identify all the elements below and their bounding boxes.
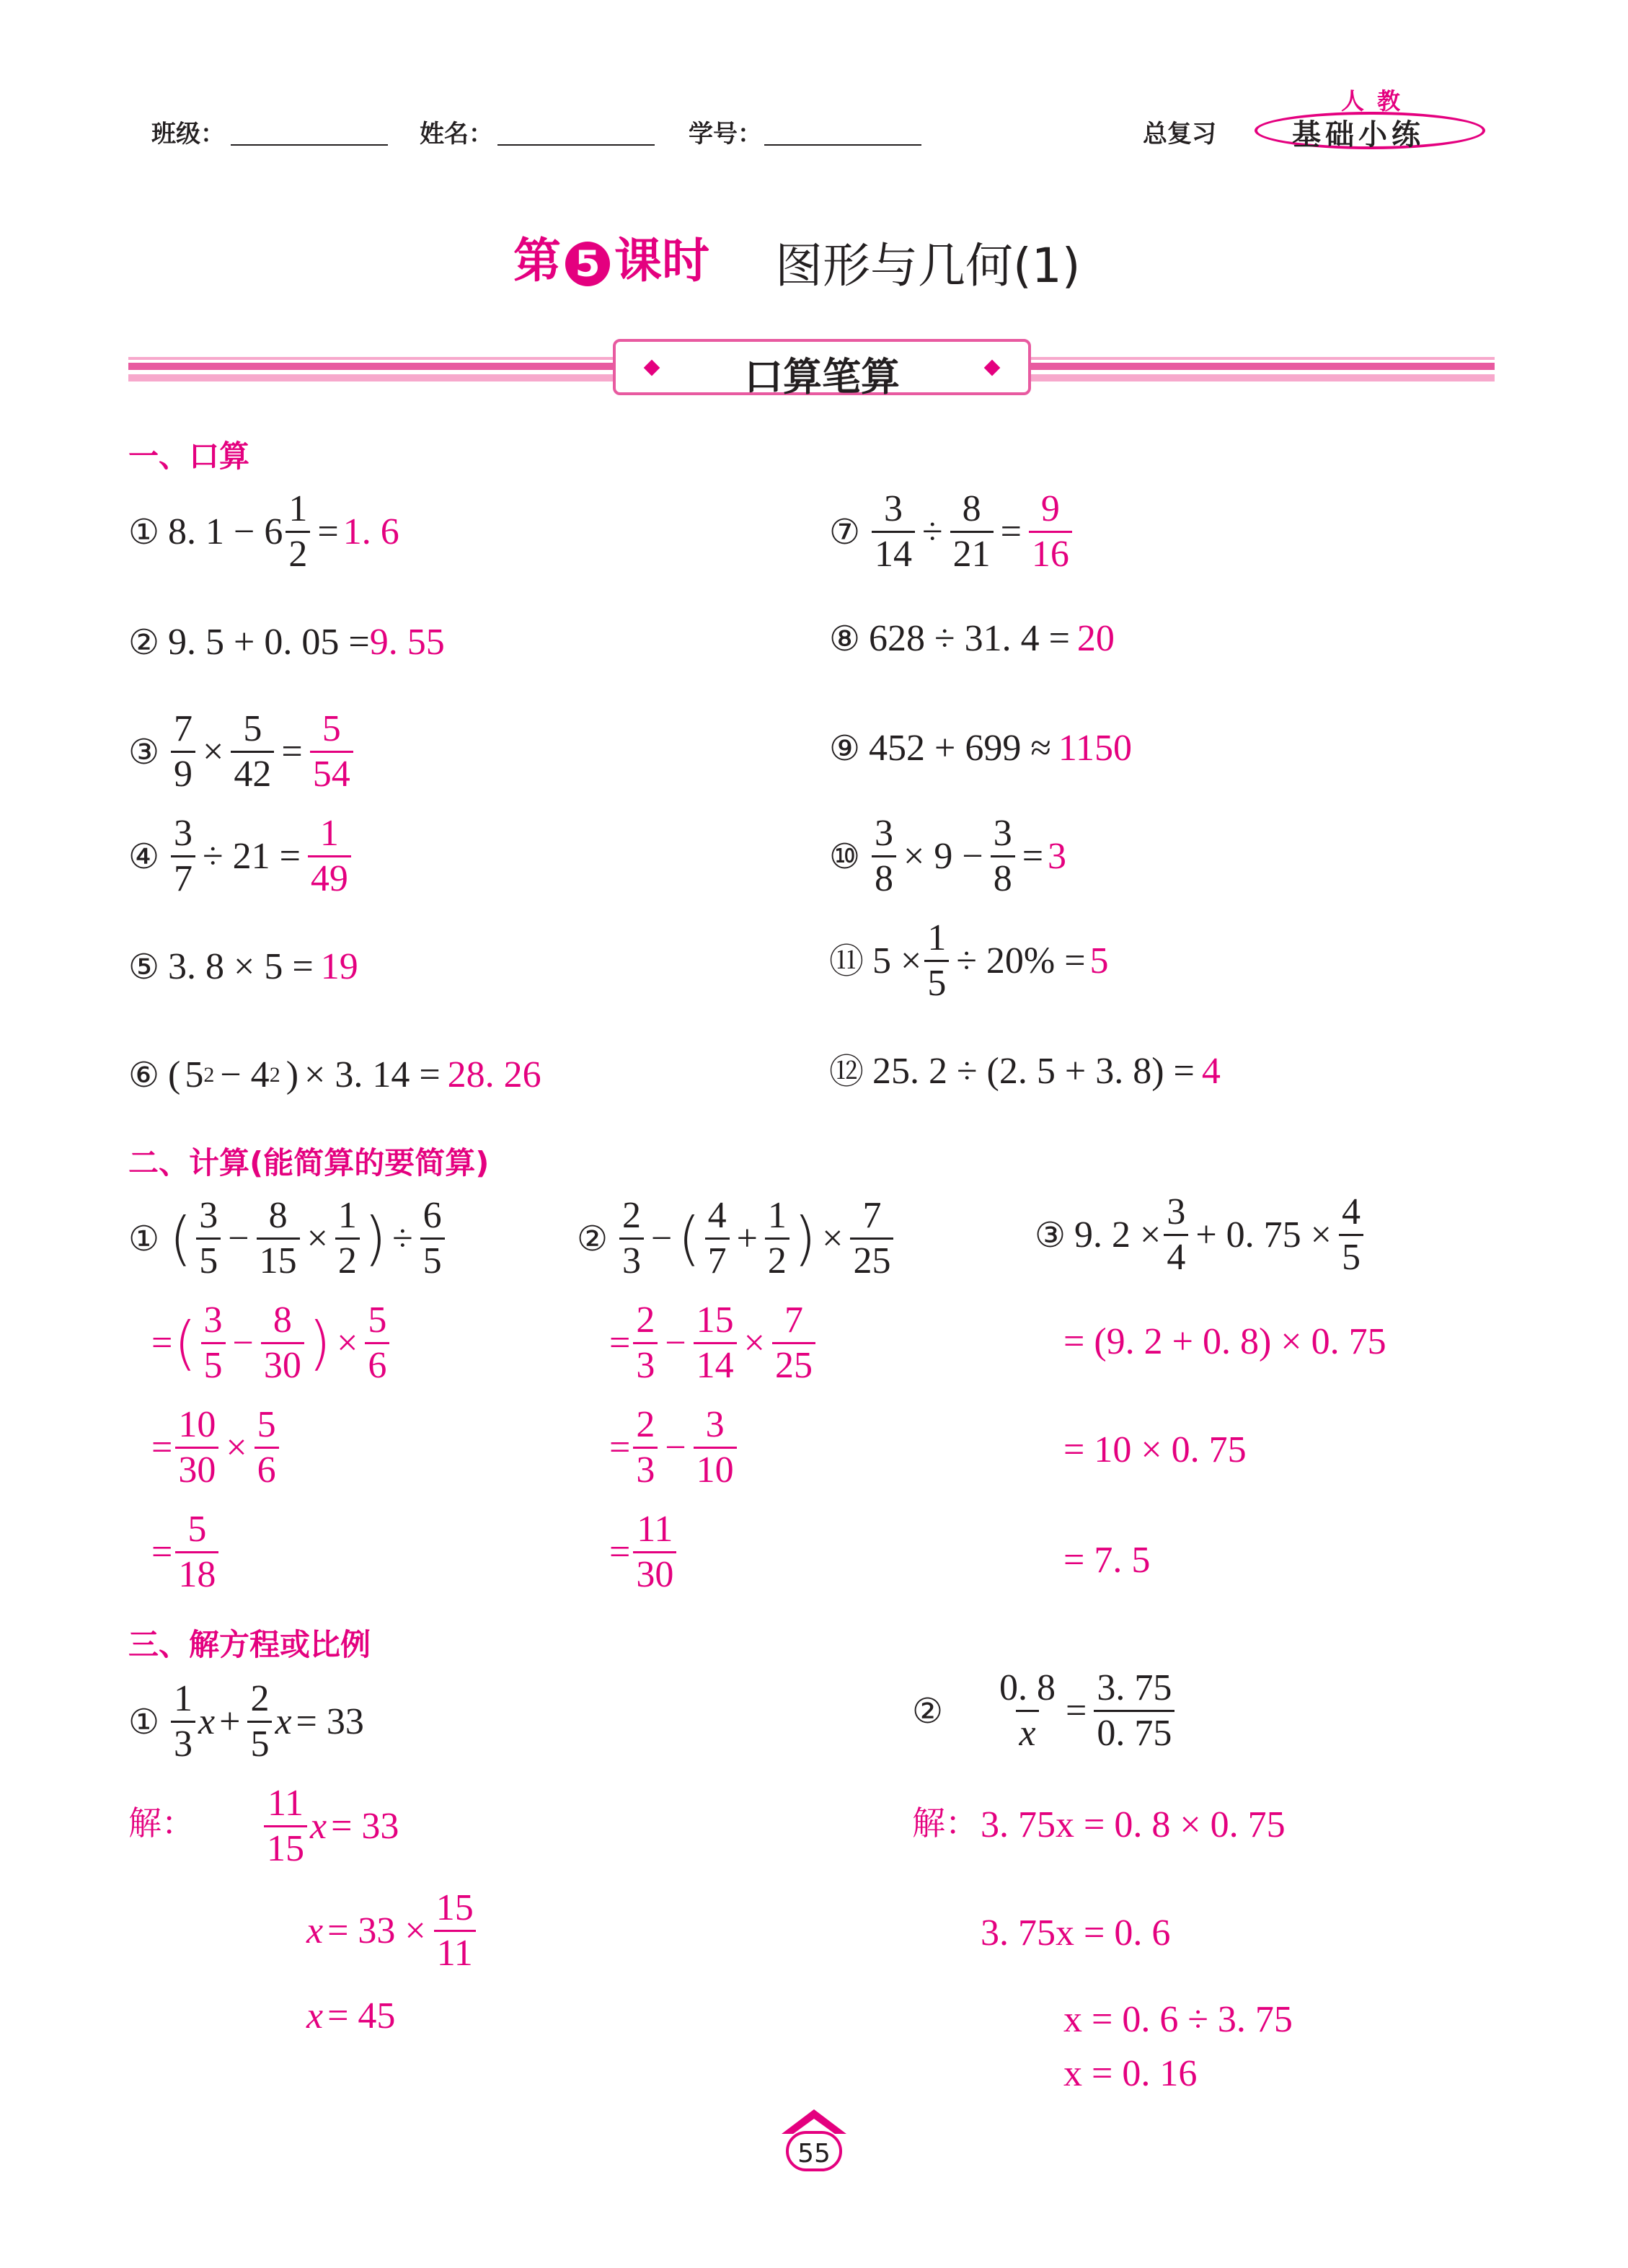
equation-2 (912, 1669, 1177, 1752)
c2-s1-d2: 14 (694, 1342, 737, 1385)
e2-d1: x (1016, 1710, 1038, 1752)
mental-q12 (829, 1053, 1221, 1090)
class-label: 班级： (151, 120, 225, 149)
q7-number: ⑦ (829, 511, 861, 552)
paren-icon: ) (793, 1204, 817, 1272)
q7-answer (1029, 490, 1072, 573)
q7-d2: 21 (950, 531, 994, 573)
c2-s2-d1: 3 (633, 1447, 658, 1489)
c2-s1-n2: 15 (696, 1300, 734, 1341)
q6-lparen: ( (168, 1054, 181, 1095)
c1-s1-frac2 (261, 1302, 304, 1385)
mental-q9 (829, 730, 1132, 767)
c1-s1-eq: = (151, 1322, 173, 1364)
c1-s2-frac1 (175, 1406, 218, 1489)
c1-s1-d3: 6 (365, 1342, 389, 1385)
c1-s3-frac (175, 1511, 218, 1594)
c2-number: ② (577, 1218, 609, 1259)
calc-q2 (577, 1197, 896, 1280)
q10-n1: 3 (875, 813, 894, 854)
lesson-number-badge: 5 (565, 242, 610, 286)
e1-n2: 2 (250, 1678, 270, 1719)
c3-d2: 5 (1339, 1234, 1363, 1276)
q10-mid: × 9 − (903, 835, 983, 877)
q3-eq: = (281, 731, 303, 772)
c1-s2-times: × (226, 1426, 247, 1468)
q7-frac1 (872, 490, 915, 573)
q4-ad: 49 (308, 855, 351, 898)
lesson-suffix: 课时 (614, 233, 709, 288)
q5-answer: 19 (320, 946, 358, 987)
e1-s2-n: 15 (435, 1887, 474, 1928)
q11-d1: 5 (924, 960, 949, 1002)
c1-d3: 2 (335, 1237, 360, 1280)
mental-q4 (128, 815, 354, 898)
c3-step2: = 10 × 0. 75 (1063, 1429, 1247, 1470)
q4-d1: 7 (171, 855, 195, 898)
c1-s1-n3: 5 (368, 1300, 387, 1341)
c2-step3 (609, 1511, 679, 1594)
q6-exp2: 2 (269, 1063, 280, 1087)
c2-d2: 7 (705, 1237, 730, 1280)
c1-s1-frac3 (365, 1302, 389, 1385)
c2-n3: 1 (767, 1195, 787, 1236)
q1-fraction (286, 490, 310, 573)
q3-n2: 5 (243, 708, 262, 749)
q1-expr: 8. 1 − 6 (168, 511, 283, 552)
q11-answer: 5 (1089, 940, 1109, 981)
paren-icon: ( (678, 1204, 701, 1272)
calc-q3 (1035, 1193, 1366, 1276)
lesson-topic: 图形与几何(1) (775, 238, 1081, 294)
q10-number: ⑩ (829, 836, 861, 877)
q3-d1: 9 (171, 751, 195, 793)
e2-frac2 (1094, 1669, 1174, 1752)
q9-expr: 452 + 699 ≈ (869, 728, 1051, 769)
q7-eq: = (1000, 511, 1022, 552)
e1-d2: 5 (247, 1721, 272, 1763)
calc-q1 (128, 1197, 448, 1280)
mental-q7 (829, 490, 1075, 573)
q3-d2: 42 (231, 751, 274, 793)
c3-n1: 3 (1167, 1191, 1186, 1232)
c1-s2-n1: 10 (178, 1404, 216, 1445)
paren-icon: ( (174, 1309, 197, 1377)
c2-d3: 2 (765, 1237, 789, 1280)
mental-q5 (128, 948, 358, 986)
c2-s2-n2: 3 (705, 1404, 725, 1445)
e1-s2-pre: = 33 × (327, 1910, 426, 1951)
student-id-blank[interactable] (764, 144, 921, 146)
c2-step2 (609, 1406, 740, 1489)
q7-n2: 8 (962, 488, 981, 529)
c1-step3 (151, 1511, 221, 1594)
c1-n3: 1 (337, 1195, 357, 1236)
q3-frac1 (171, 710, 195, 793)
q3-answer (310, 710, 353, 793)
mental-q10 (829, 815, 1066, 898)
q10-frac2 (991, 815, 1015, 898)
q7-n1: 3 (884, 488, 903, 529)
e1-step2 (306, 1889, 479, 1972)
q6-exp1: 2 (203, 1063, 215, 1087)
c2-s1-n3: 7 (784, 1300, 803, 1341)
c3-step1: = (9. 2 + 0. 8) × 0. 75 (1063, 1321, 1386, 1362)
e1-solution-label: 解： (128, 1804, 195, 1843)
section-calculation: 二、计算(能简算的要简算) (128, 1145, 490, 1181)
c2-s2-frac2 (694, 1406, 737, 1489)
equation-1 (128, 1680, 368, 1763)
paren-icon: ) (363, 1204, 387, 1272)
review-label: 总复习 (1143, 120, 1216, 149)
badge-publisher: 人教 (1341, 87, 1414, 115)
c1-n2: 8 (268, 1195, 288, 1236)
e2-step3: x = 0. 6 ÷ 3. 75 (1063, 1999, 1293, 2040)
q12-answer: 4 (1201, 1051, 1221, 1092)
c1-s3-d1: 18 (175, 1551, 218, 1594)
c2-s1-minus: − (665, 1322, 686, 1364)
c2-s1-times: × (743, 1322, 765, 1364)
lesson-prefix: 第 (513, 233, 561, 288)
c1-d1: 5 (196, 1237, 221, 1280)
c2-frac1 (619, 1197, 644, 1280)
c1-frac4 (420, 1197, 445, 1280)
e1-s2-frac (433, 1889, 477, 1972)
c2-s3-frac (633, 1511, 676, 1594)
q11-pre: 5 × (872, 940, 922, 981)
c1-d2: 15 (257, 1237, 300, 1280)
c1-frac2 (257, 1197, 300, 1280)
c1-s2-d1: 30 (175, 1447, 218, 1489)
c1-s2-n2: 5 (257, 1404, 276, 1445)
c2-s1-d3: 25 (772, 1342, 815, 1385)
c2-plus: + (736, 1217, 758, 1259)
c3-n2: 4 (1342, 1191, 1361, 1232)
paren-icon: ( (169, 1204, 193, 1272)
q1-number: ① (128, 511, 160, 552)
e2-step1: 3. 75x = 0. 8 × 0. 75 (981, 1804, 1286, 1845)
e1-s3-rest: = 45 (327, 1995, 396, 2037)
q7-an: 9 (1040, 488, 1060, 529)
e1-var1: x (198, 1700, 216, 1742)
q1-eq: = (317, 511, 339, 552)
q6-rparen: ) (286, 1054, 299, 1095)
name-label: 姓名： (420, 120, 493, 149)
e1-s2-d: 11 (434, 1930, 476, 1972)
c2-d1: 3 (619, 1237, 644, 1280)
e1-frac2 (247, 1680, 272, 1763)
c2-d4: 25 (850, 1237, 893, 1280)
q10-answer: 3 (1048, 835, 1067, 877)
c1-div: ÷ (392, 1217, 413, 1259)
e2-n1: 0. 8 (999, 1667, 1056, 1708)
q3-an: 5 (322, 708, 341, 749)
q6-base1: 5 (185, 1054, 204, 1095)
e2-step4: x = 0. 16 (1063, 2053, 1198, 2094)
c2-s1-eq: = (609, 1322, 631, 1364)
q7-op: ÷ (922, 511, 943, 552)
e1-s2-var: x (306, 1910, 324, 1951)
c2-s1-n1: 2 (636, 1300, 655, 1341)
lesson-title (513, 222, 709, 291)
e1-frac1 (171, 1680, 195, 1763)
c1-n1: 3 (199, 1195, 218, 1236)
q3-ad: 54 (310, 751, 353, 793)
q9-number: ⑨ (829, 728, 861, 769)
e1-s1-rest: = 33 (331, 1805, 399, 1847)
q4-an: 1 (319, 813, 339, 854)
c2-frac4 (850, 1197, 893, 1280)
q1-num: 1 (288, 488, 308, 529)
c2-s1-d1: 3 (633, 1342, 658, 1385)
c2-s2-eq: = (609, 1426, 631, 1468)
banner (613, 339, 1031, 400)
q4-rest: ÷ 21 = (203, 835, 301, 877)
q6-answer: 28. 26 (447, 1054, 541, 1095)
q3-number: ③ (128, 731, 160, 772)
c1-frac3 (335, 1197, 360, 1280)
c2-s1-frac1 (633, 1302, 658, 1385)
section-equations: 三、解方程或比例 (128, 1627, 371, 1662)
q8-expr: 628 ÷ 31. 4 = (869, 618, 1070, 659)
student-id-label: 学号： (689, 120, 762, 149)
e2-number: ② (912, 1690, 944, 1731)
c2-n1: 2 (622, 1195, 642, 1236)
q10-n2: 3 (993, 813, 1012, 854)
q7-ad: 16 (1029, 531, 1072, 573)
e1-step1 (261, 1785, 403, 1868)
c1-s1-frac1 (201, 1302, 226, 1385)
q3-op: × (203, 731, 224, 772)
c1-minus: − (228, 1217, 249, 1259)
q4-number: ④ (128, 836, 160, 877)
e1-step3 (306, 1995, 399, 2037)
e2-frac1 (996, 1669, 1058, 1752)
section-mental-math: 一、口算 (128, 438, 250, 474)
c2-times: × (822, 1217, 844, 1259)
c1-s3-n1: 5 (187, 1509, 207, 1550)
c3-frac2 (1339, 1193, 1363, 1276)
c2-s3-n1: 11 (637, 1509, 673, 1550)
q11-number: ⑪ (829, 940, 864, 981)
class-blank[interactable] (231, 144, 388, 146)
q2-number: ② (128, 622, 160, 663)
mental-q2 (128, 624, 445, 661)
q1-den: 2 (286, 531, 310, 573)
name-blank[interactable] (497, 144, 655, 146)
c2-s3-d1: 30 (633, 1551, 676, 1594)
e2-eq: = (1066, 1690, 1087, 1731)
series-badge (1240, 83, 1500, 155)
q2-answer: 9. 55 (369, 622, 445, 663)
c3-number: ③ (1035, 1214, 1066, 1256)
c2-s2-n1: 2 (636, 1404, 655, 1445)
q3-frac2 (231, 710, 274, 793)
banner-title: 口算笔算 (744, 354, 900, 400)
q11-frac (924, 919, 949, 1002)
e1-s3-var: x (306, 1995, 324, 2037)
q10-frac1 (872, 815, 896, 898)
e2-d2: 0. 75 (1094, 1710, 1174, 1752)
e2-solution-label: 解： (912, 1804, 978, 1843)
q6-rest: × 3. 14 = (304, 1054, 441, 1095)
c3-d1: 4 (1164, 1234, 1188, 1276)
e1-rest: = 33 (296, 1700, 364, 1742)
q12-number: ⑫ (829, 1051, 864, 1092)
c1-times: × (306, 1217, 328, 1259)
q7-d1: 14 (872, 531, 915, 573)
c2-n2: 4 (707, 1195, 727, 1236)
e1-var2: x (275, 1700, 292, 1742)
q11-n1: 1 (927, 917, 947, 958)
c3-mid: + 0. 75 × (1195, 1214, 1332, 1256)
q4-answer (308, 815, 351, 898)
paren-icon: ) (308, 1309, 332, 1377)
q12-expr: 25. 2 ÷ (2. 5 + 3. 8) = (872, 1051, 1195, 1092)
c2-s2-minus: − (665, 1426, 686, 1468)
c1-s1-times: × (337, 1322, 358, 1364)
q1-answer: 1. 6 (342, 511, 399, 552)
c1-s2-eq: = (151, 1426, 173, 1468)
q4-frac (171, 815, 195, 898)
c2-s2-d2: 10 (694, 1447, 737, 1489)
q4-n1: 3 (174, 813, 193, 854)
q10-d2: 8 (991, 855, 1015, 898)
mental-q3 (128, 710, 356, 793)
c1-s1-d2: 30 (261, 1342, 304, 1385)
mental-q1 (128, 490, 399, 573)
q5-number: ⑤ (128, 947, 160, 987)
q8-number: ⑧ (829, 619, 861, 659)
c1-d4: 5 (420, 1237, 445, 1280)
mental-q8 (829, 620, 1115, 658)
c1-step2 (151, 1406, 282, 1489)
q6-minus: − 4 (220, 1054, 270, 1095)
c3-pre: 9. 2 × (1074, 1214, 1162, 1256)
q5-expr: 3. 8 × 5 = (168, 946, 314, 987)
c2-s1-frac3 (772, 1302, 815, 1385)
c1-s3-eq: = (151, 1531, 173, 1573)
q2-expr: 9. 5 + 0. 05 = (168, 622, 370, 663)
e2-step2: 3. 75x = 0. 6 (981, 1912, 1171, 1954)
c2-frac3 (765, 1197, 789, 1280)
c2-step1 (609, 1302, 818, 1385)
c2-s3-eq: = (609, 1531, 631, 1573)
c3-step3: = 7. 5 (1063, 1540, 1151, 1581)
c2-n4: 7 (862, 1195, 882, 1236)
c1-s1-minus: − (232, 1322, 254, 1364)
e1-d1: 3 (171, 1721, 195, 1763)
c1-s2-frac2 (255, 1406, 279, 1489)
badge-series-name: 基础小练 (1292, 118, 1425, 151)
q8-answer: 20 (1076, 618, 1115, 659)
c2-frac2 (705, 1197, 730, 1280)
mental-q6 (128, 1056, 541, 1094)
c2-minus: − (651, 1217, 673, 1259)
c1-number: ① (128, 1218, 160, 1259)
c1-step1 (151, 1302, 392, 1385)
e1-s1-d: 15 (264, 1825, 307, 1868)
c3-frac1 (1164, 1193, 1188, 1276)
q3-n1: 7 (174, 708, 193, 749)
c1-frac1 (196, 1197, 221, 1280)
q11-rest: ÷ 20% = (956, 940, 1086, 981)
e1-plus: + (219, 1700, 241, 1742)
c1-s2-d2: 6 (255, 1447, 279, 1489)
c2-s1-frac2 (694, 1302, 737, 1385)
e1-n1: 1 (174, 1678, 193, 1719)
e1-s1-var: x (310, 1805, 327, 1847)
q6-number: ⑥ (128, 1055, 160, 1095)
e1-number: ① (128, 1701, 160, 1742)
q10-eq: = (1022, 835, 1044, 877)
c2-s2-frac1 (633, 1406, 658, 1489)
e2-n2: 3. 75 (1097, 1667, 1172, 1708)
q9-answer: 1150 (1058, 728, 1132, 769)
c1-s1-n2: 8 (273, 1300, 292, 1341)
page-number: 55 (786, 2131, 842, 2171)
c1-s1-d1: 5 (201, 1342, 226, 1385)
q7-frac2 (950, 490, 994, 573)
q10-d1: 8 (872, 855, 896, 898)
e1-s1-frac (264, 1785, 307, 1868)
e1-s1-n: 11 (267, 1783, 304, 1824)
c1-n4: 6 (423, 1195, 442, 1236)
mental-q11 (829, 919, 1109, 1002)
c1-s1-n1: 3 (203, 1300, 223, 1341)
